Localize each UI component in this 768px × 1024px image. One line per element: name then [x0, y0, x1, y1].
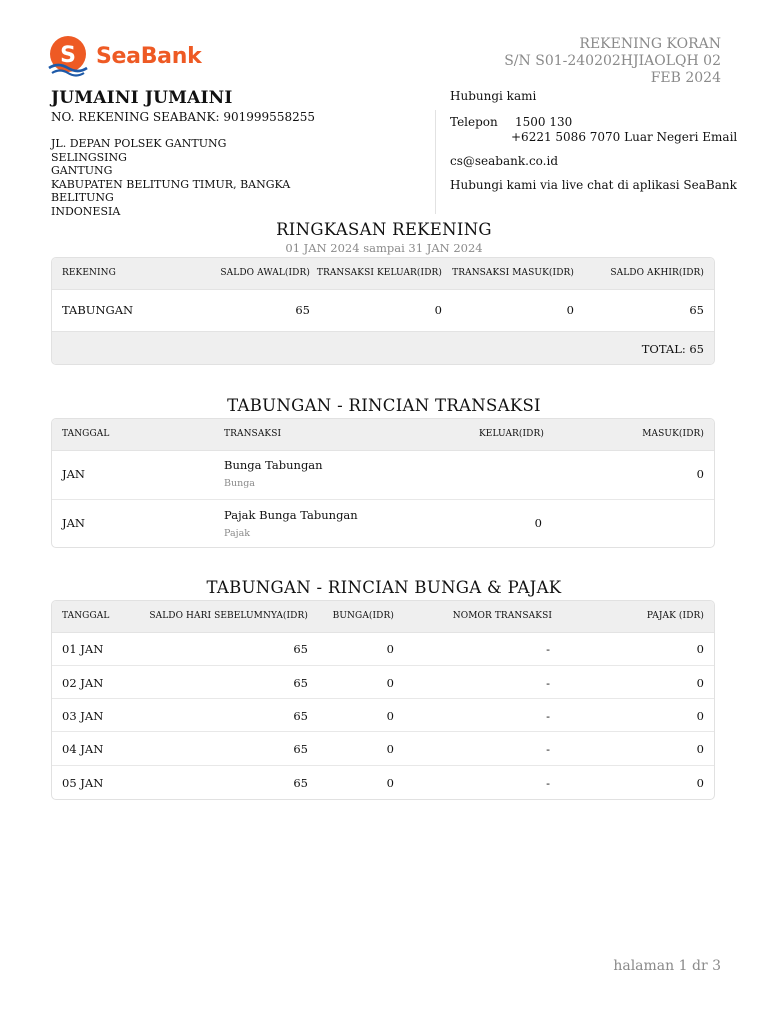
interest-amount: 0 — [386, 776, 394, 790]
summary-total-row — [52, 331, 714, 365]
column-header: TANGGAL — [62, 611, 110, 621]
column-header: TANGGAL — [62, 429, 110, 439]
previous-balance: 65 — [293, 676, 308, 690]
table-row — [52, 289, 714, 331]
table-header — [52, 258, 714, 290]
address-line: BELITUNG — [51, 191, 114, 205]
outgoing-total: 0 — [434, 303, 442, 317]
interest-date: 02 JAN — [62, 676, 104, 690]
brand-name: SeaBank — [96, 43, 202, 69]
table-header — [52, 419, 714, 451]
summary-total: TOTAL: 65 — [641, 342, 704, 356]
column-header: MASUK(IDR) — [642, 429, 704, 439]
closing-balance: 65 — [689, 303, 704, 317]
column-header: BUNGA(IDR) — [332, 611, 394, 621]
page-number: halaman 1 dr 3 — [613, 958, 721, 974]
previous-balance: 65 — [293, 642, 308, 656]
account-number: NO. REKENING SEABANK: 901999558255 — [51, 110, 315, 124]
table-row — [52, 632, 714, 665]
address-line: GANTUNG — [51, 164, 113, 178]
seabank-logo-icon — [46, 34, 90, 78]
column-header: SALDO AWAL(IDR) — [220, 268, 310, 278]
transactions-table — [51, 418, 715, 548]
interest-amount: 0 — [386, 642, 394, 656]
interest-date: 01 JAN — [62, 642, 104, 656]
header-divider — [435, 110, 436, 214]
previous-balance: 65 — [293, 776, 308, 790]
opening-balance: 65 — [295, 303, 310, 317]
transaction-category: Bunga — [224, 478, 255, 489]
document-meta — [504, 36, 721, 87]
interest-date: 05 JAN — [62, 776, 104, 790]
transaction-category: Pajak — [224, 528, 250, 539]
previous-balance: 65 — [293, 709, 308, 723]
table-header — [52, 601, 714, 633]
column-header: SALDO HARI SEBELUMNYA(IDR) — [149, 611, 308, 621]
transaction-date: JAN — [62, 467, 85, 481]
svg-text:S: S — [60, 43, 76, 68]
transaction-number: - — [546, 776, 550, 790]
address-line: JL. DEPAN POLSEK GANTUNG — [51, 137, 227, 150]
interest-title: TABUNGAN - RINCIAN BUNGA & PAJAK — [206, 578, 562, 597]
summary-period: 01 JAN 2024 sampai 31 JAN 2024 — [285, 241, 483, 255]
transaction-date: JAN — [62, 516, 85, 530]
column-header: TRANSAKSI KELUAR(IDR) — [316, 268, 442, 278]
table-row — [52, 731, 714, 766]
summary-title: RINGKASAN REKENING — [276, 220, 492, 239]
incoming-total: 0 — [566, 303, 574, 317]
interest-table — [51, 600, 715, 800]
document-serial: S/N S01-240202HJIAOLQH 02 — [504, 53, 721, 69]
transaction-in: 0 — [696, 467, 704, 481]
transaction-out: 0 — [534, 516, 542, 530]
customer-name: JUMAINI JUMAINI — [51, 88, 233, 108]
transaction-number: - — [546, 642, 550, 656]
seabank-logo — [46, 34, 201, 78]
column-header: TRANSAKSI MASUK(IDR) — [452, 268, 574, 278]
transactions-title: TABUNGAN - RINCIAN TRANSAKSI — [227, 396, 541, 415]
transaction-number: - — [546, 709, 550, 723]
column-header: SALDO AKHIR(IDR) — [610, 268, 704, 278]
table-row — [52, 450, 714, 499]
column-header: REKENING — [62, 268, 116, 278]
tax-amount: 0 — [696, 709, 704, 723]
interest-amount: 0 — [386, 742, 394, 756]
table-row — [52, 665, 714, 699]
interest-amount: 0 — [386, 709, 394, 723]
tax-amount: 0 — [696, 642, 704, 656]
account-type: TABUNGAN — [62, 303, 134, 317]
column-header: NOMOR TRANSAKSI — [452, 611, 552, 621]
summary-table — [51, 257, 715, 365]
table-row — [52, 765, 714, 800]
transaction-number: - — [546, 742, 550, 756]
column-header: PAJAK (IDR) — [646, 611, 704, 621]
address-line: SELINGSING — [51, 150, 127, 164]
column-header: KELUAR(IDR) — [478, 429, 544, 439]
interest-date: 03 JAN — [62, 709, 104, 723]
document-period: FEB 2024 — [650, 70, 721, 86]
transaction-description: Pajak Bunga Tabungan — [224, 508, 358, 522]
address-line: INDONESIA — [51, 204, 121, 218]
tax-amount: 0 — [696, 776, 704, 790]
address-line: KABUPATEN BELITUNG TIMUR, BANGKA — [51, 177, 291, 191]
interest-date: 04 JAN — [62, 742, 104, 756]
tax-amount: 0 — [696, 676, 704, 690]
interest-amount: 0 — [386, 676, 394, 690]
table-row — [52, 499, 714, 548]
customer-address — [51, 137, 290, 219]
previous-balance: 65 — [293, 742, 308, 756]
transaction-number: - — [546, 676, 550, 690]
tax-amount: 0 — [696, 742, 704, 756]
table-row — [52, 698, 714, 732]
document-type: REKENING KORAN — [579, 36, 721, 52]
column-header: TRANSAKSI — [224, 429, 282, 439]
transaction-description: Bunga Tabungan — [224, 458, 323, 472]
